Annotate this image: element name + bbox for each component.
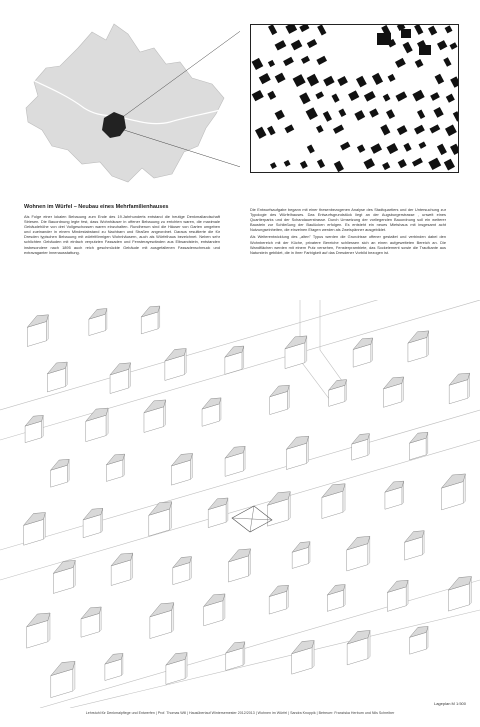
building-footprint <box>428 158 441 170</box>
building-footprint <box>369 108 379 117</box>
project-title: Wohnen im Würfel – Neubau eines Mehrfamilienhauses <box>24 204 169 210</box>
building-footprint <box>443 57 451 66</box>
building-footprint <box>386 109 395 119</box>
house <box>144 400 166 433</box>
building-footprint <box>306 107 318 120</box>
building-footprint <box>380 124 390 135</box>
building-footprint <box>259 73 271 84</box>
house <box>408 331 429 362</box>
house <box>383 377 403 407</box>
building-footprint <box>437 40 447 50</box>
house <box>171 453 192 485</box>
house <box>208 498 228 528</box>
building-footprint <box>283 57 294 66</box>
building-footprint <box>430 92 440 101</box>
building-footprint <box>268 60 275 67</box>
house <box>25 415 43 442</box>
figure-ground-plan <box>250 24 459 173</box>
house <box>285 336 307 369</box>
building-footprint <box>315 91 324 99</box>
building-footprint <box>348 90 359 101</box>
building-footprint <box>307 74 319 87</box>
building-footprint-large <box>401 29 411 38</box>
building-footprint <box>445 25 453 33</box>
building-footprint <box>285 25 297 34</box>
footer-credits: Lehrstuhl für Denkmalpflege und Entwerfen | Prof. Thomas Will | Hausübertauf Wintersemester 2012/2013 | Wohnen im Würfel | Sandra Knoppik | Betreuer: Franziska Herburn und Nils Schreiber <box>85 711 395 715</box>
house <box>292 640 314 674</box>
house <box>141 306 160 334</box>
house <box>347 536 370 571</box>
project-site-marker <box>232 506 272 532</box>
text-column-left <box>24 214 220 257</box>
house <box>225 346 244 374</box>
building-footprint <box>331 94 339 103</box>
building-footprint <box>383 94 391 102</box>
house <box>105 653 123 680</box>
house <box>327 584 345 611</box>
building-footprint <box>398 159 407 168</box>
building-footprint <box>299 92 310 104</box>
building-footprint <box>275 73 286 84</box>
building-footprint <box>317 25 326 35</box>
building-footprint-large <box>377 33 391 45</box>
building-footprint <box>445 125 457 137</box>
building-footprint-large <box>419 45 431 55</box>
house <box>83 508 103 537</box>
building-footprint <box>444 159 455 171</box>
house <box>89 309 107 336</box>
house <box>24 512 46 545</box>
street-edge <box>70 610 480 708</box>
building-footprint <box>435 74 445 85</box>
house <box>47 362 67 392</box>
building-footprint <box>268 25 277 35</box>
house <box>81 607 101 637</box>
building-footprint <box>338 109 346 117</box>
house <box>225 446 245 476</box>
building-footprint <box>415 59 424 68</box>
building-footprint <box>267 91 276 100</box>
house <box>228 549 250 582</box>
building-footprint <box>364 158 375 169</box>
building-footprint <box>284 160 291 167</box>
text-column-right <box>250 207 446 257</box>
house <box>166 653 187 685</box>
house <box>150 603 174 639</box>
building-footprint <box>316 125 324 133</box>
building-footprint <box>395 58 406 68</box>
house <box>387 580 408 611</box>
building-footprint <box>437 144 447 155</box>
house <box>405 531 425 560</box>
house <box>51 661 75 697</box>
building-footprint <box>301 56 310 64</box>
building-footprint <box>433 107 443 118</box>
house <box>269 585 288 614</box>
house <box>27 613 50 648</box>
building-footprint <box>356 76 367 88</box>
building-footprint <box>419 141 427 148</box>
house <box>110 363 130 394</box>
building-footprint <box>316 56 327 65</box>
building-footprint <box>293 74 306 87</box>
house <box>329 380 347 407</box>
building-footprint <box>412 158 423 167</box>
paragraph-task: Die Entwurfsaufgabe begann mit einer thesenbezogenen Analyse des Stadtquartiers und der Untersuchung zur Typologie des Würfelhauses. Das Entwurfsgrundstück liegt an der Augsburgerstrasse , unweit eines Quartierparks und der Schandauerstrasse. Durch Umsetzung der vorliegenden Bauordnung soll ein weiterer Baustein zur Schließung der Baulücken erfolgen. Es entsteht ein neues Mietshaus mit insgesamt acht Nutzungseinheiten, die einzelnen Etagen werden als Zweispänner ausgebildet. <box>250 207 446 233</box>
house <box>226 642 245 671</box>
building-footprint <box>388 74 396 82</box>
building-footprint <box>275 40 287 50</box>
house <box>173 557 192 585</box>
house <box>86 408 108 442</box>
building-footprint <box>307 145 315 154</box>
building-footprint <box>252 90 264 101</box>
house <box>353 338 372 367</box>
house <box>53 560 75 593</box>
building-footprint <box>429 124 440 133</box>
street-edge <box>0 410 480 550</box>
house <box>165 348 186 380</box>
building-footprint <box>370 143 382 154</box>
house <box>106 454 124 481</box>
building-footprint <box>414 25 423 35</box>
building-footprint <box>333 125 344 134</box>
figure-ground-buildings <box>251 25 458 172</box>
city-outline <box>26 24 224 182</box>
building-footprint <box>450 144 458 155</box>
building-footprint <box>270 162 277 169</box>
building-footprint <box>428 26 437 36</box>
paragraph-history: Als Folge einer lokalen Bebauung zum Ende des 19.Jahrhunderts entstand die heutige Denkmallandschaft Striesen. Die Bauordnung legte fest, dass Wohnhäuser in offener Bebauung zu errichten waren, die maximale Gebäudehöhe von drei Vollgeschossen waren einzuhalten. Rundherum sind die Häuser von Garten umgeben und zueinander in einem Mindestabstand zu Nachbarn und Straßen angeordnet. Daraus resultierte die für Dresden typischen Bebauung mit würfelförmigen Wohnhäusern, auch als Würfelhaus bezeichnet. Neben sehr schlichten Gebäuden mit einfach verputzten Fassaden und Fensterayewänden aus Elbsandstein, entstanden insbesondere nach 1895 auch reich geschmückte Gebäude mit ausgefallenen Fassadenschmuck und extravaganter Innenausstattung. <box>24 214 220 255</box>
paragraph-design: Als Weiterentwicklung des „alten" Typus werden die Grundrisse offener gestaltet und verbinden dabei den Wohnbereich mit der Küche, privatere Bereiche schliessen sich an einen aufgeweiteten Bereich an. Die Wandflächen werden mit einem Putz versehen, Fensterprambiete, das Sockelement sowie die Traufkante aus Naturstein gebildet, die in ihrer Farbigkeit auf das Dresdener Vorbild bezogen ist. <box>250 234 446 255</box>
house <box>286 436 308 469</box>
house <box>385 481 404 509</box>
building-footprint <box>397 125 408 135</box>
house <box>352 434 370 461</box>
building-footprint <box>285 124 295 133</box>
building-footprint <box>317 159 325 168</box>
building-footprint <box>357 144 365 153</box>
building-footprint <box>291 40 303 51</box>
building-footprint <box>453 111 458 121</box>
building-footprint <box>364 91 376 102</box>
building-footprint <box>354 110 365 121</box>
building-footprint <box>403 143 411 152</box>
building-footprint <box>252 58 264 70</box>
scale-label: Lageplan M 1:500 <box>433 701 466 706</box>
house <box>270 385 290 414</box>
house <box>111 553 133 585</box>
house <box>202 398 221 426</box>
house <box>204 594 225 626</box>
building-footprint <box>340 142 350 151</box>
building-footprint <box>337 76 348 86</box>
house <box>322 484 345 519</box>
building-footprint <box>382 162 390 170</box>
building-footprint <box>417 110 425 119</box>
building-footprint <box>414 125 425 135</box>
house <box>448 576 471 611</box>
house <box>449 373 469 404</box>
building-footprint <box>300 161 308 169</box>
house <box>347 630 370 664</box>
city-location-map <box>20 18 240 200</box>
building-footprint <box>299 25 309 32</box>
building-footprint <box>323 76 334 87</box>
house <box>441 474 465 510</box>
house <box>410 626 428 654</box>
building-footprint <box>267 126 276 136</box>
building-footprint <box>446 94 455 103</box>
house <box>27 315 48 347</box>
house <box>51 459 70 487</box>
building-footprint <box>403 42 413 54</box>
building-footprint <box>396 91 408 101</box>
building-footprint <box>323 111 332 122</box>
building-footprint <box>450 42 458 49</box>
building-footprint <box>307 39 317 48</box>
building-footprint <box>372 73 383 85</box>
building-footprint <box>275 110 285 120</box>
building-footprint <box>450 76 458 87</box>
building-footprint <box>387 143 399 154</box>
axonometric-site-plan <box>0 300 480 708</box>
building-footprint <box>334 161 344 172</box>
building-footprint <box>412 90 424 102</box>
building-footprint <box>255 127 266 139</box>
house <box>292 542 310 569</box>
